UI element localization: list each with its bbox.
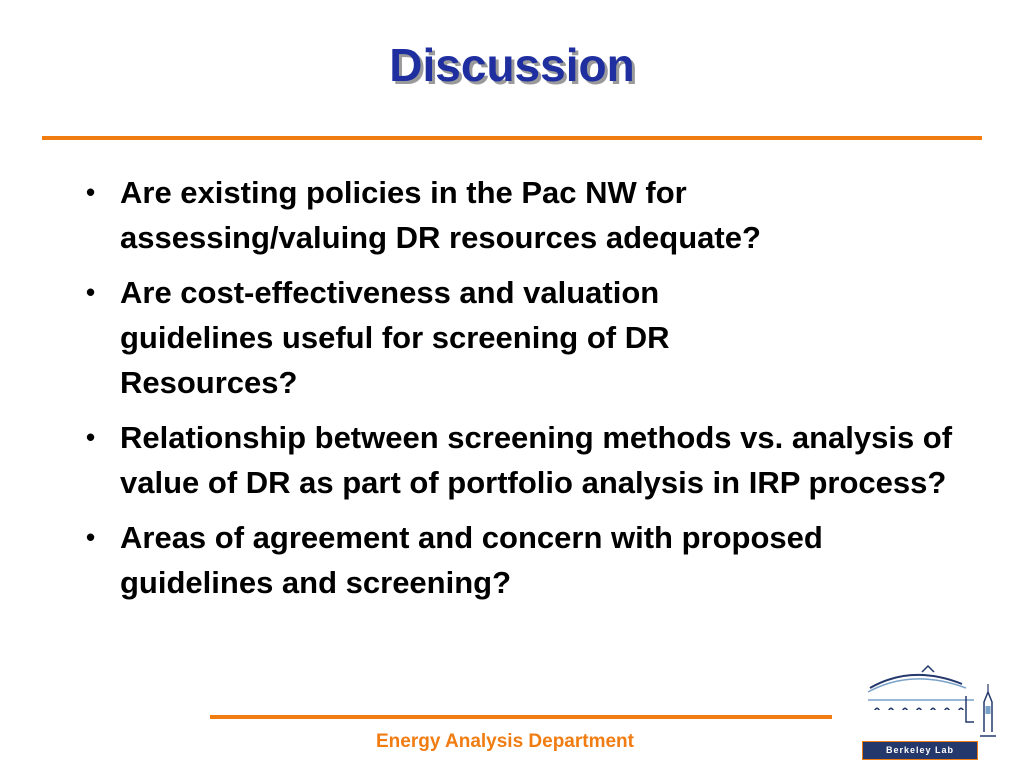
bullet-text: Are cost-effectiveness and valuation guidelines useful for screening of DR Resources? — [120, 275, 670, 400]
bullet-icon: • — [86, 422, 96, 452]
logo-text: Berkeley Lab — [885, 745, 955, 755]
bullet-item — [86, 270, 820, 405]
bullet-list — [86, 170, 966, 615]
bullet-text: Relationship between screening methods vs. analysis of value of DR as part of portfolio analysis in IRP process? — [120, 420, 953, 500]
bullet-icon: • — [86, 522, 96, 552]
bullet-icon: • — [86, 277, 96, 307]
bullet-item — [86, 415, 960, 505]
bullet-text: Areas of agreement and concern with proposed guidelines and screening? — [120, 520, 823, 600]
footer-department: Energy Analysis Department — [376, 731, 634, 752]
bullet-text: Are existing policies in the Pac NW for assessing/valuing DR resources adequate? — [120, 175, 761, 255]
bullet-icon: • — [86, 177, 96, 207]
bullet-item — [86, 170, 920, 260]
logo-label — [862, 741, 978, 760]
footer-divider — [210, 715, 832, 719]
slide-title: Discussion — [389, 39, 635, 91]
title-divider — [42, 136, 982, 140]
bullet-item — [86, 515, 840, 605]
